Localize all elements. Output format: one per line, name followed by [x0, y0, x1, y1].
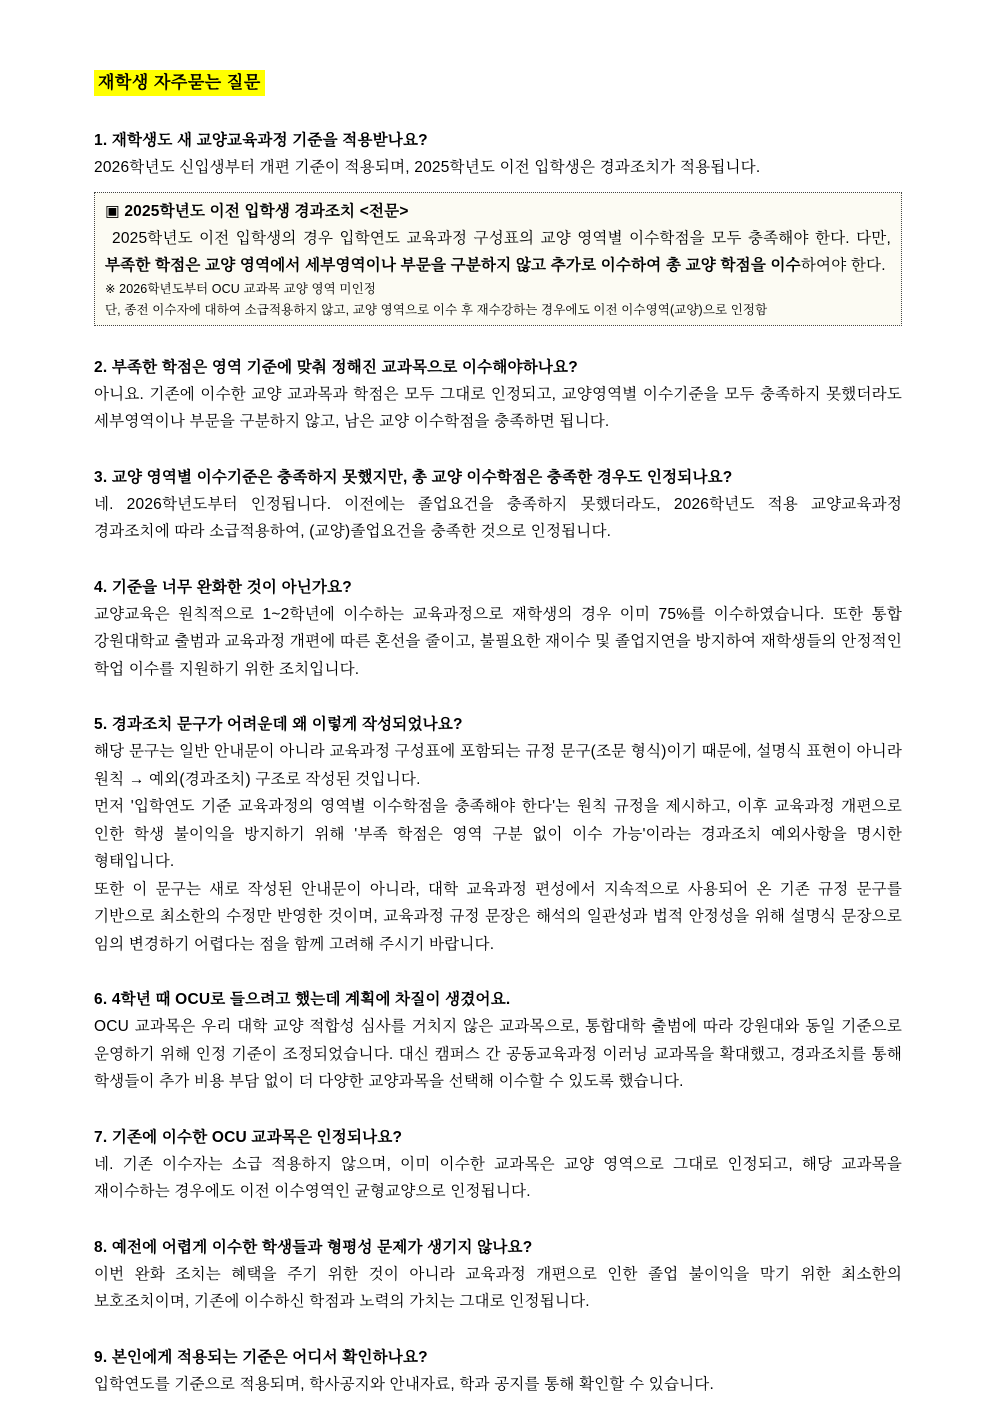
- question-2: 2. 부족한 학점은 영역 기준에 맞춰 정해진 교과목으로 이수해야하나요?: [94, 358, 578, 376]
- faq-section-1: [94, 127, 902, 182]
- question-4: 4. 기준을 너무 완화한 것이 아닌가요?: [94, 578, 352, 596]
- faq-section-7: [94, 1124, 902, 1206]
- faq-section-3: [94, 464, 902, 546]
- faq-section-5: [94, 711, 902, 958]
- answer-1: 2026학년도 신입생부터 개편 기준이 적용되며, 2025학년도 이전 입학생은 경과조치가 적용됩니다.: [94, 159, 761, 176]
- answer-9: 입학연도를 기준으로 적용되며, 학사공지와 안내자료, 학과 공지를 통해 확인할 수 있습니다.: [94, 1375, 714, 1393]
- notice-box-body-bold: 부족한 학점은 교양 영역에서 세부영역이나 부문을 구분하지 않고 추가로 이수하여 총 교양 학점을 이수: [105, 256, 801, 274]
- answer-5-paragraph-2: 먼저 '입학연도 기준 교육과정의 영역별 이수학점을 충족해야 한다'는 원칙 규정을 제시하고, 이후 교육과정 개편으로 인한 학생 불이익을 방지하기 위해 '부족 학점은 영역 구분 없이 이수 가능'이라는 경과조치 예외사항을 명시한 형태입니다.: [94, 798, 902, 870]
- faq-section-2: [94, 354, 902, 436]
- notice-box-body-text-2: 하여야 한다.: [800, 256, 886, 274]
- question-7: 7. 기존에 이수한 OCU 교과목은 인정되나요?: [94, 1128, 403, 1146]
- question-6: 6. 4학년 때 OCU로 들으려고 했는데 계획에 차질이 생겼어요.: [94, 991, 511, 1008]
- answer-5-paragraph-3: 또한 이 문구는 새로 작성된 안내문이 아니라, 대학 교육과정 편성에서 지속적으로 사용되어 온 기존 규정 문구를 기반으로 최소한의 수정만 반영한 것이며, 교육과정 규정 문장은 해석의 일관성과 법적 안정성을 위해 설명식 문장으로 임의 변경하기 어렵다는 점을 함께 고려해 주시기 바랍니다.: [94, 880, 902, 953]
- faq-section-9: [94, 1344, 902, 1399]
- notice-box-body-text-1: 2025학년도 이전 입학생의 경우 입학연도 교육과정 구성표의 교양 영역별 이수학점을 모두 충족해야 한다. 다만,: [112, 229, 891, 247]
- answer-3: 네. 2026학년도부터 인정됩니다. 이전에는 졸업요건을 충족하지 못했더라도, 2026학년도 적용 교양교육과정 경과조치에 따라 소급적용하여, (교양)졸업요건을 충족한 것으로 인정됩니다.: [94, 495, 902, 540]
- page-title: 재학생 자주묻는 질문: [94, 70, 265, 96]
- question-8: 8. 예전에 어렵게 이수한 학생들과 형평성 문제가 생기지 않나요?: [94, 1238, 533, 1256]
- answer-4: 교양교육은 원칙적으로 1~2학년에 이수하는 교육과정으로 재학생의 경우 이미 75%를 이수하였습니다. 또한 통합 강원대학교 출범과 교육과정 개편에 따른 혼선을 줄이고, 불필요한 재이수 및 졸업지연을 방지하여 재학생들의 안정적인 학업 이수를 지원하기 위한 조치입니다.: [94, 605, 902, 678]
- answer-7: 네. 기존 이수자는 소급 적용하지 않으며, 이미 이수한 교과목은 교양 영역으로 그대로 인정되고, 해당 교과목을 재이수하는 경우에도 이전 이수영역인 균형교양으로 인정됩니다.: [94, 1155, 902, 1200]
- notice-box-note-2: 단, 종전 이수자에 대하여 소급적용하지 않고, 교양 영역으로 이수 후 재수강하는 경우에도 이전 이수영역(교양)으로 인정함: [105, 302, 768, 317]
- faq-section-4: [94, 574, 902, 684]
- answer-5-paragraph-1: 해당 문구는 일반 안내문이 아니라 교육과정 구성표에 포함되는 규정 문구(조문 형식)이기 때문에, 설명식 표현이 아니라 원칙 → 예외(경과조치) 구조로 작성된 것입니다.: [94, 743, 902, 788]
- question-5: 5. 경과조치 문구가 어려운데 왜 이렇게 작성되었나요?: [94, 716, 463, 733]
- transition-notice-box: [94, 192, 902, 326]
- faq-section-8: [94, 1234, 902, 1316]
- notice-box-header: ▣ 2025학년도 이전 입학생 경과조치 <전문>: [105, 202, 409, 220]
- answer-6: OCU 교과목은 우리 대학 교양 적합성 심사를 거치지 않은 교과목으로, 통합대학 출범에 따라 강원대와 동일 기준으로 운영하기 위해 인정 기준이 조정되었습니다. 대신 캠퍼스 간 공동교육과정 이러닝 교과목을 확대했고, 경과조치를 통해 학생들이 추가 비용 부담 없이 더 다양한 교양과목을 선택해 이수할 수 있도록 했습니다.: [94, 1018, 902, 1090]
- faq-section-6: [94, 986, 902, 1096]
- answer-2: 아니요. 기존에 이수한 교양 교과목과 학점은 모두 그대로 인정되고, 교양영역별 이수기준을 모두 충족하지 못했더라도 세부영역이나 부문을 구분하지 않고, 남은 교양 이수학점을 충족하면 됩니다.: [94, 385, 902, 430]
- question-3: 3. 교양 영역별 이수기준은 충족하지 못했지만, 총 교양 이수학점은 충족한 경우도 인정되나요?: [94, 468, 733, 486]
- answer-8: 이번 완화 조치는 혜택을 주기 위한 것이 아니라 교육과정 개편으로 인한 졸업 불이익을 막기 위한 최소한의 보호조치이며, 기존에 이수하신 학점과 노력의 가치는 그대로 인정됩니다.: [94, 1265, 902, 1310]
- question-9: 9. 본인에게 적용되는 기준은 어디서 확인하나요?: [94, 1348, 428, 1366]
- notice-box-body: [105, 225, 891, 279]
- notice-box-note-1: ※ 2026학년도부터 OCU 교과목 교양 영역 미인정: [105, 281, 376, 296]
- question-1: 1. 재학생도 새 교양교육과정 기준을 적용받나요?: [94, 132, 428, 149]
